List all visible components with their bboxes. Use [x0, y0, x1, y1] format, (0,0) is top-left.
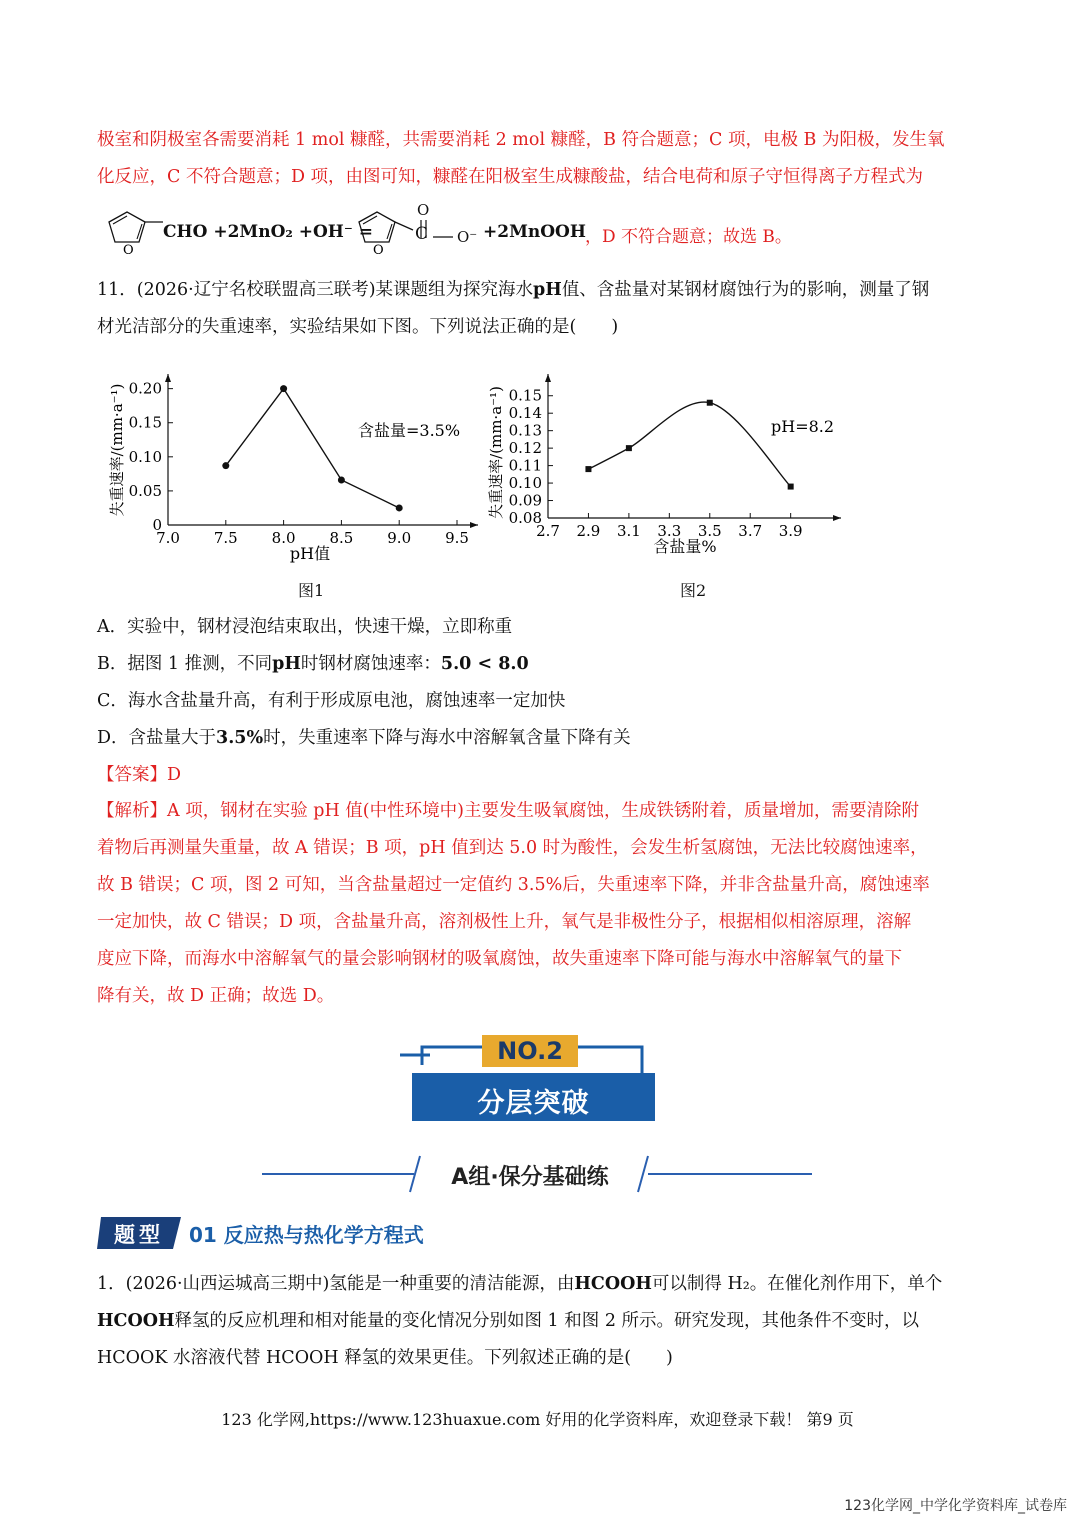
explanation-line-1: 极室和阴极室各需要消耗 1 mol 糠醛，共需要消耗 2 mol 糠醛，B 符合题意；C 项，电极 B 为阳极，发生氧 — [97, 130, 945, 150]
x-axis-arrow — [470, 522, 478, 528]
eq-left: CHO +2MnO₂ +OH⁻ = — [163, 222, 373, 242]
data-point — [396, 504, 403, 511]
y-axis-label: 失重速率/(mm·a⁻¹) — [487, 386, 505, 519]
y-tick-label: 0.12 — [508, 439, 542, 458]
single-bond-icon — [431, 233, 455, 243]
analysis-line-2: 着物后再测量失重量，故 A 错误；B 项，pH 值到达 5.0 时为酸性，会发生析氢腐蚀，无法比较腐蚀速率， — [97, 838, 928, 858]
option-b-expr: 5.0 < 8.0 — [440, 654, 529, 674]
option-b-mid: 时钢材腐蚀速率： — [300, 654, 441, 674]
banner-title: 分层突破 — [477, 1088, 590, 1119]
option-b-ph: pH — [272, 654, 301, 674]
chart-annotation: 含盐量=3.5% — [358, 421, 461, 440]
q1-text: 1．(2026·山西运城高三期中)氢能是一种重要的清洁能源，由 — [97, 1274, 575, 1294]
question-11-line-1 — [97, 278, 929, 302]
y-tick-label: 0.08 — [508, 509, 542, 527]
y-tick-label: 0.13 — [508, 421, 542, 440]
x-tick-label: 7.5 — [213, 529, 238, 547]
badge-text: 题型 — [114, 1222, 164, 1247]
section-title: A组·保分基础练 — [451, 1165, 609, 1190]
x-tick-label: 3.1 — [616, 522, 641, 540]
question-1-line-3: HCOOK 水溶液代替 HCOOH 释氢的效果更佳。下列叙述正确的是( ) — [97, 1348, 673, 1368]
data-point — [585, 466, 591, 472]
q1-hcooh-2: HCOOH — [97, 1311, 175, 1331]
svg-text:O: O — [123, 243, 134, 258]
y-tick-label: 0 — [152, 516, 162, 534]
y-tick-label: 0.14 — [508, 404, 542, 423]
chart-1-svg — [100, 368, 490, 568]
q1-hcooh: HCOOH — [574, 1274, 652, 1294]
option-d-val: 3.5% — [216, 728, 264, 748]
eq-carbon: C — [415, 224, 429, 244]
x-axis-label: 含盐量% — [653, 537, 717, 556]
x-tick-label: 9.5 — [445, 529, 469, 547]
x-tick-label: 2.7 — [536, 522, 560, 540]
q1-text-2: 可以制得 H₂。在催化剂作用下，单个 — [651, 1274, 943, 1294]
x-tick-label: 3.7 — [738, 522, 763, 540]
x-tick-label: 2.9 — [576, 522, 601, 540]
data-point — [280, 385, 287, 392]
series-line — [226, 389, 399, 508]
analysis-line-6: 降有关，故 D 正确；故选 D。 — [97, 986, 335, 1006]
figure-2 — [485, 368, 855, 572]
y-tick-label: 0.10 — [128, 447, 162, 466]
y-tick-label: 0.11 — [508, 456, 542, 475]
series-line — [588, 402, 790, 487]
y-axis-arrow — [165, 374, 171, 382]
question-11-line-2: 材光洁部分的失重速率，实验结果如下图。下列说法正确的是( ) — [97, 317, 619, 337]
x-tick-label: 3.3 — [657, 522, 682, 540]
q11-text-2: 值、含盐量对某钢材腐蚀行为的影响，测量了钢 — [561, 280, 930, 300]
option-c: C．海水含盐量升高，有利于形成原电池，腐蚀速率一定加快 — [97, 691, 566, 711]
x-axis-label: pH值 — [289, 544, 331, 563]
eq-carbonyl-o: O — [417, 201, 430, 219]
analysis-line-1: 【解析】A 项，钢材在实验 pH 值(中性环境中)主要发生吸氧腐蚀，生成铁锈附着，质量增加，需要清除附 — [97, 801, 919, 821]
chart-2-svg — [485, 368, 855, 568]
x-tick-label: 3.5 — [697, 522, 722, 540]
option-b-text: B．据图 1 推测，不同 — [97, 654, 273, 674]
analysis-line-4: 一定加快，故 C 错误；D 项，含盐量升高，溶剂极性上升，氧气是非极性分子，根据相似相溶原理，溶解 — [97, 912, 912, 932]
option-b — [97, 652, 529, 676]
data-point — [707, 400, 713, 406]
eq-o-minus: O⁻ — [457, 228, 478, 246]
svg-text:O: O — [373, 243, 384, 258]
question-type-heading — [97, 1215, 597, 1251]
option-d-post: 时，失重速率下降与海水中溶解氧含量下降有关 — [263, 728, 631, 748]
x-axis-arrow — [833, 515, 841, 521]
question-1-line-2 — [97, 1309, 919, 1333]
x-tick-label: 8.0 — [271, 529, 296, 547]
section-heading — [262, 1150, 812, 1200]
data-point — [338, 477, 345, 484]
q1-text-3: 释氢的反应机理和相对能量的变化情况分别如图 1 和图 2 所示。研究发现，其他条件不变时，以 — [174, 1311, 920, 1331]
y-tick-label: 0.10 — [508, 474, 542, 493]
section-banner — [400, 1035, 670, 1130]
explanation-line-2: 化反应，C 不符合题意；D 项，由图可知，糠醛在阳极室生成糠酸盐，结合电荷和原子守恒得离子方程式为 — [97, 167, 924, 187]
option-d — [97, 726, 631, 750]
data-point — [626, 445, 632, 451]
figure-2-caption: 图2 — [680, 581, 707, 600]
eq-tail: ，D 不符合题意；故选 B。 — [585, 227, 792, 247]
data-point — [788, 484, 794, 490]
data-point — [222, 462, 229, 469]
x-tick-label: 3.9 — [778, 522, 803, 540]
analysis-line-5: 度应下降，而海水中溶解氧气的量会影响钢材的吸氧腐蚀，故失重速率下降可能与海水中溶解氧气的量下 — [97, 949, 902, 969]
eq-right: +2MnOOH — [483, 222, 586, 242]
option-d-text: D．含盐量大于 — [97, 728, 217, 748]
y-tick-label: 0.09 — [508, 491, 542, 510]
analysis-line-3: 故 B 错误；C 项，图 2 可知，当含盐量超过一定值约 3.5%后，失重速率下降，并非含盐量升高，腐蚀速率 — [97, 875, 930, 895]
option-a: A．实验中，钢材浸泡结束取出，快速干燥，立即称重 — [97, 617, 513, 637]
question-1-line-1 — [97, 1272, 942, 1296]
x-tick-label: 8.5 — [329, 529, 354, 547]
y-tick-label: 0.05 — [128, 481, 162, 500]
page-footer: 123 化学网,https://www.123huaxue.com 好用的化学资料库，欢迎登录下载！ 第9 页 — [221, 1410, 854, 1429]
y-tick-label: 0.15 — [508, 386, 542, 405]
figure-1-caption: 图1 — [298, 581, 325, 600]
y-axis-label: 失重速率/(mm·a⁻¹) — [108, 383, 126, 517]
watermark: 123化学网_中学化学资料库_试卷库 — [844, 1498, 1067, 1514]
q11-text: 11．(2026·辽宁名校联盟高三联考)某课题组为探究海水 — [97, 280, 534, 300]
banner-number: NO.2 — [497, 1037, 563, 1065]
figure-1 — [100, 368, 490, 572]
y-axis-arrow — [545, 374, 551, 382]
answer: 【答案】D — [97, 765, 182, 785]
y-tick-label: 0.20 — [128, 379, 162, 398]
ionic-equation — [97, 200, 997, 260]
y-tick-label: 0.15 — [128, 413, 162, 432]
question-type-title: 01 反应热与热化学方程式 — [189, 1223, 424, 1247]
q11-ph: pH — [533, 280, 562, 300]
x-tick-label: 9.0 — [387, 529, 412, 547]
chart-annotation: pH=8.2 — [771, 417, 835, 436]
x-tick-label: 7.0 — [156, 529, 180, 547]
